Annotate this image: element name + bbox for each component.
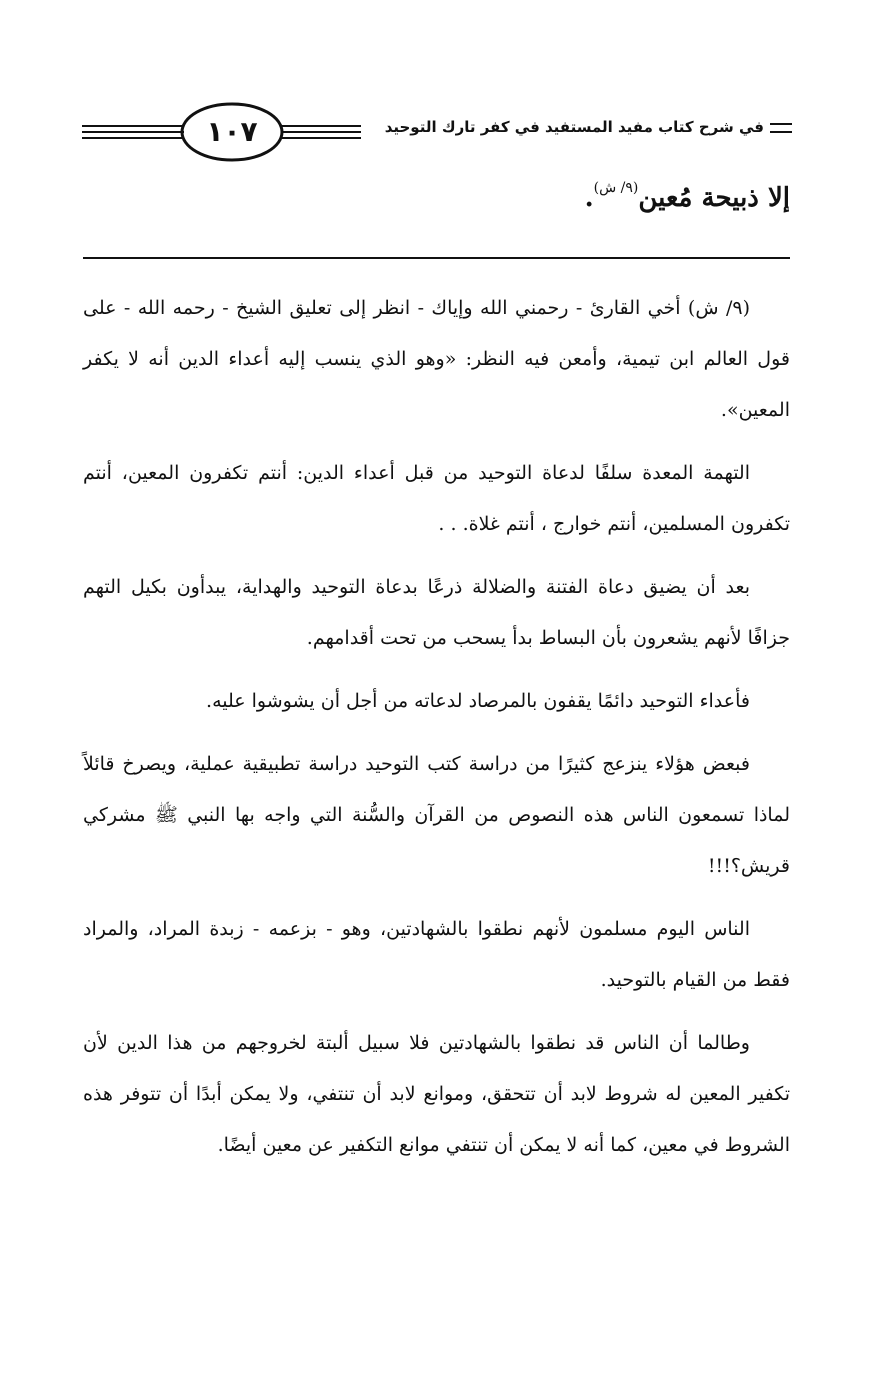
footnote-separator — [83, 257, 790, 259]
section-heading-end: . — [584, 183, 594, 213]
running-title — [385, 118, 792, 136]
footnote-reference: (٩/ ش) — [593, 180, 639, 196]
page-number: ١٠٧ — [206, 115, 258, 148]
section-heading-text: إلا ذبيحة مُعين — [638, 183, 790, 213]
paragraph-6: الناس اليوم مسلمون لأنهم نطقوا بالشهادتين، وهو - بزعمه - زبدة المراد، والمراد فقط من القيام بالتوحيد. — [83, 918, 790, 991]
title-marker-icon — [770, 123, 792, 133]
paragraph-2: التهمة المعدة سلفًا لدعاة التوحيد من قبل أعداء الدين: أنتم تكفرون المعين، أنتم تكفرون المسلمين، أنتم خوارج ، أنتم غلاة. . . — [83, 462, 790, 535]
running-title-text: في شرح كتاب مفيد المستفيد في كفر تارك التوحيد — [384, 118, 764, 136]
paragraph-7: وطالما أن الناس قد نطقوا بالشهادتين فلا سبيل ألبتة لخروجهم من هذا الدين لأن تكفير المعين له شروط لابد أن تتحقق، وموانع لابد أن تنتفي، ولا يمكن أبدًا أن تتوفر هذه الشروط في معين، كما أنه لا يمكن أن تنتفي موانع التكفير عن معين أيضًا. — [83, 1032, 790, 1156]
header-rule-right — [283, 100, 363, 164]
page-header — [80, 100, 792, 164]
paragraph-4: فأعداء التوحيد دائمًا يقفون بالمرصاد لدعاته من أجل أن يشوشوا عليه. — [206, 690, 750, 712]
paragraph-1: (٩/ ش) أخي القارئ - رحمني الله وإياك - انظر إلى تعليق الشيخ - رحمه الله - على قول العالم ابن تيمية، وأمعن فيه النظر: «وهو الذي ينسب إليه أعداء الدين أنه لا يكفر المعين». — [83, 297, 790, 421]
paragraph-3: بعد أن يضيق دعاة الفتنة والضلالة ذرعًا بدعاة التوحيد والهداية، يبدأون بكيل التهم جزافًا لأنهم يشعرون بأن البساط بدأ يسحب من تحت أقدامهم. — [83, 576, 790, 649]
paragraph-5: فبعض هؤلاء ينزعج كثيرًا من دراسة كتب التوحيد دراسة تطبيقية عملية، ويصرخ قائلاً لماذا تسمعون الناس هذه النصوص من القرآن والسُّنة التي واجه بها النبي ﷺ مشركي قريش؟!!! — [83, 753, 790, 877]
section-heading — [585, 180, 790, 213]
footnote-body — [83, 283, 790, 1171]
